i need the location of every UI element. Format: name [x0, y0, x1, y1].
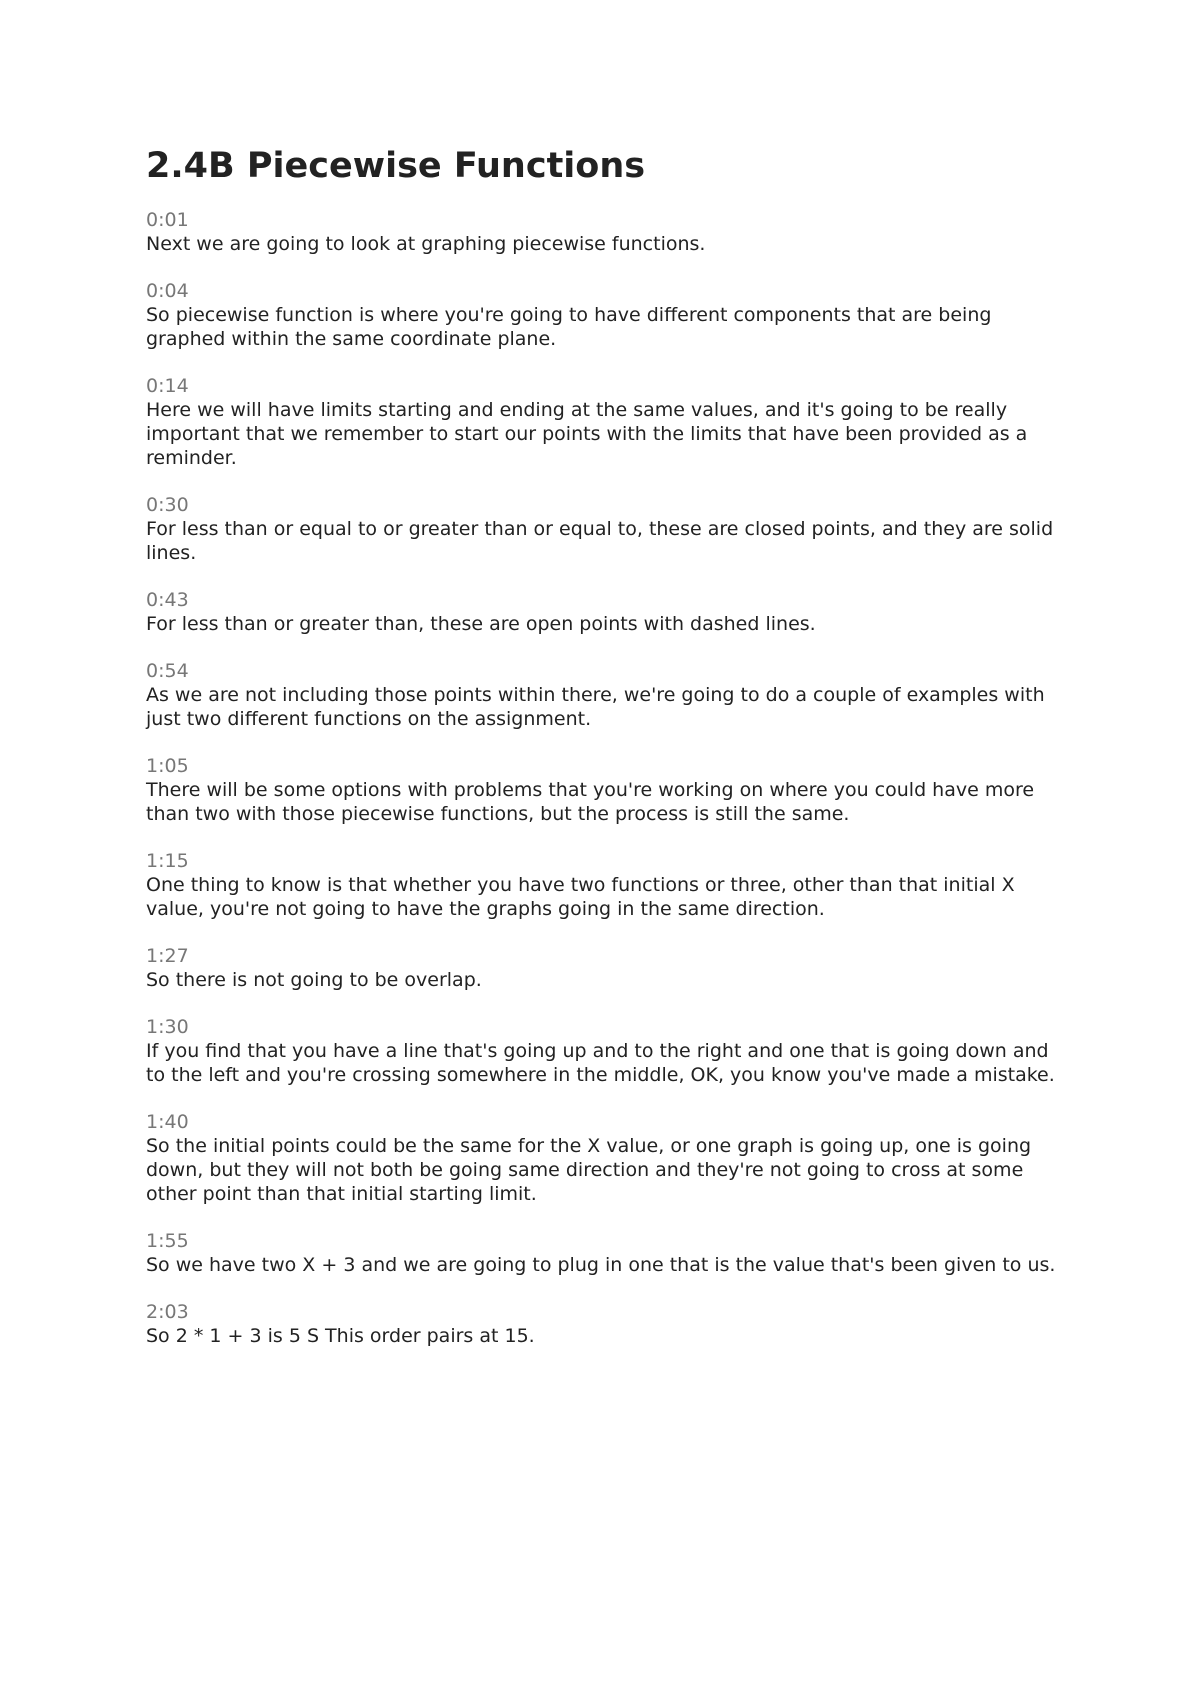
document-page [146, 140, 1066, 1371]
transcript-entry [146, 1229, 1066, 1277]
transcript-entry [146, 374, 1066, 470]
timestamp: 0:43 [146, 589, 189, 611]
transcript-text: So piecewise function is where you're going to have different components that are being graphed within the same coordinate plane. [146, 304, 992, 350]
timestamp: 1:55 [146, 1230, 189, 1252]
timestamp: 1:05 [146, 755, 189, 777]
timestamp: 1:40 [146, 1111, 189, 1133]
document-title: 2.4B Piecewise Functions [146, 146, 646, 186]
transcript-entry [146, 849, 1066, 921]
timestamp: 1:15 [146, 850, 189, 872]
transcript-text: Here we will have limits starting and ending at the same values, and it's going to be really important that we remember to start our points with the limits that have been provided as a reminder. [146, 399, 1028, 469]
transcript-entry [146, 1110, 1066, 1206]
transcript-entry [146, 659, 1066, 731]
timestamp: 0:04 [146, 280, 189, 302]
timestamp: 0:14 [146, 375, 189, 397]
transcript-text: For less than or greater than, these are open points with dashed lines. [146, 613, 816, 635]
transcript-entry [146, 1300, 1066, 1348]
transcript-text: So there is not going to be overlap. [146, 969, 482, 991]
timestamp: 0:01 [146, 209, 189, 231]
transcript-entry [146, 588, 1066, 636]
transcript-text: For less than or equal to or greater than or equal to, these are closed points, and they are solid lines. [146, 518, 1054, 564]
transcript-text: If you find that you have a line that's going up and to the right and one that is going down and to the left and you're crossing somewhere in the middle, OK, you know you've made a mistake. [146, 1040, 1055, 1086]
transcript-entry [146, 754, 1066, 826]
timestamp: 2:03 [146, 1301, 189, 1323]
transcript-text: As we are not including those points within there, we're going to do a couple of examples with just two different functions on the assignment. [146, 684, 1045, 730]
transcript-text: There will be some options with problems that you're working on where you could have more than two with those piecewise functions, but the process is still the same. [146, 779, 1035, 825]
transcript-text: One thing to know is that whether you have two functions or three, other than that initial X value, you're not going to have the graphs going in the same direction. [146, 874, 1015, 920]
transcript-text: So 2 * 1 + 3 is 5 S This order pairs at 15. [146, 1325, 535, 1347]
transcript-entry [146, 279, 1066, 351]
transcript-entry [146, 208, 1066, 256]
transcript-text: Next we are going to look at graphing piecewise functions. [146, 233, 706, 255]
transcript-entry [146, 944, 1066, 992]
transcript-entry [146, 1015, 1066, 1087]
transcript-text: So the initial points could be the same for the X value, or one graph is going up, one is going down, but they will not both be going same direction and they're not going to cross at some other point than that initial starting limit. [146, 1135, 1032, 1205]
timestamp: 1:30 [146, 1016, 189, 1038]
timestamp: 1:27 [146, 945, 189, 967]
timestamp: 0:30 [146, 494, 189, 516]
transcript-text: So we have two X + 3 and we are going to plug in one that is the value that's been given to us. [146, 1254, 1056, 1276]
timestamp: 0:54 [146, 660, 189, 682]
transcript-entry [146, 493, 1066, 565]
